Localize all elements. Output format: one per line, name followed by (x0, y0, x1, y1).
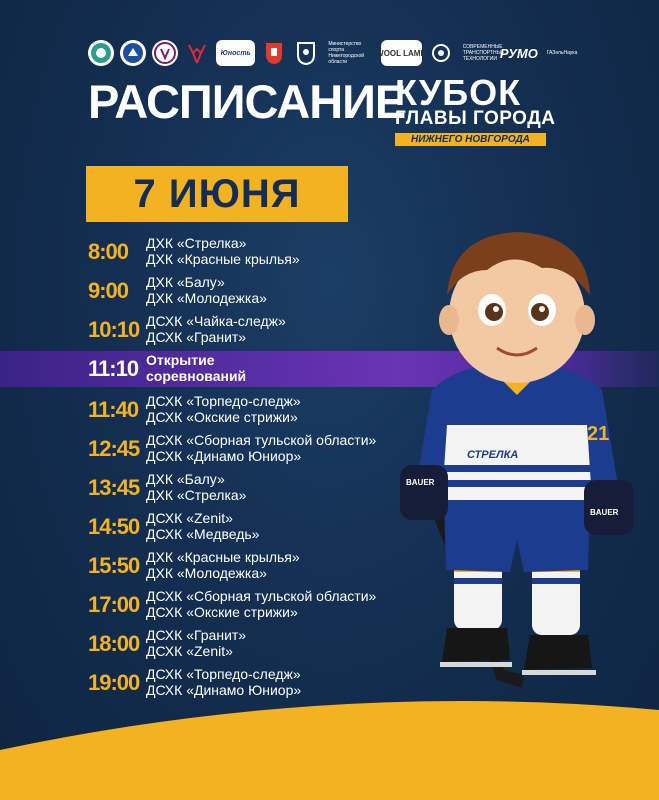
cup-title-block (395, 72, 575, 147)
match-teams (146, 627, 246, 659)
match-teams (146, 510, 259, 542)
team-home: ДСХК «Гранит» (146, 627, 247, 643)
match-teams (146, 393, 301, 425)
hockey-shorts (444, 500, 590, 572)
cup-title-line1: КУБОК (395, 72, 522, 113)
match-teams (146, 471, 246, 503)
city-emblem-icon (293, 40, 319, 66)
tech-logo-text: СОВРЕМЕННЫЕ ТРАНСПОРТНЫЕ ТЕХНОЛОГИИ (462, 44, 505, 62)
match-teams (146, 313, 286, 345)
team-home: Открытие (146, 352, 215, 368)
match-teams (146, 274, 267, 306)
cup-title-line2: ГЛАВЫ ГОРОДА (395, 108, 556, 129)
team-home: ДСХК «Чайка-следж» (146, 313, 286, 329)
team-home: ДХК «Балу» (146, 471, 225, 487)
match-time: 18:00 (88, 631, 140, 656)
match-teams (146, 588, 376, 620)
match-teams (146, 352, 246, 384)
team-home: ДХК «Красные крылья» (146, 549, 300, 565)
match-time: 17:00 (88, 592, 140, 617)
hockey-league-emblem-icon (120, 40, 146, 66)
cup-title-line3: НИЖНЕГО НОВГОРОДА (395, 133, 546, 146)
yunost-logo-icon: Юность (216, 40, 255, 66)
tech-logo-icon (428, 40, 454, 66)
deer-emblem-icon (184, 40, 210, 66)
page-title: РАСПИСАНИЕ (88, 75, 406, 128)
team-home: ДСХК «Торпедо-следж» (146, 393, 301, 409)
left-skate (442, 628, 510, 662)
team-home: ДХК «Балу» (146, 274, 225, 290)
left-glove (400, 465, 448, 520)
match-time: 11:40 (88, 397, 139, 422)
team-away: ДСХК «Окские стрижи» (146, 604, 298, 620)
right-skate (524, 635, 592, 670)
team-home: ДСХК «Сборная тульской области» (146, 432, 377, 448)
team-home: ДХК «Стрелка» (146, 235, 247, 251)
team-away: ДСХК «Zenit» (146, 643, 233, 659)
hockey-player-illustration (392, 210, 642, 710)
federation-emblem-icon (88, 40, 114, 66)
rumo-logo-icon: РУМО (499, 45, 538, 61)
sponsor-logos-bar (88, 36, 578, 70)
wool-lamb-logo-icon: WOOL LAMB (381, 40, 422, 66)
match-time: 9:00 (88, 278, 129, 303)
team-away: ДСХК «Динамо Юниор» (146, 448, 302, 464)
team-home: ДСХК «Торпедо-следж» (146, 666, 301, 682)
team-away: ДСХК «Медведь» (146, 526, 260, 542)
team-away: ДХК «Стрелка» (146, 487, 247, 503)
match-teams (146, 666, 301, 698)
team-away: ДХК «Молодежка» (146, 565, 267, 581)
team-away: соревнований (146, 368, 247, 384)
match-time: 19:00 (88, 670, 140, 695)
team-home: ДСХК «Сборная тульской области» (146, 588, 377, 604)
jersey-number: 21 (587, 423, 610, 445)
team-home: ДСХК «Zenit» (146, 510, 233, 526)
match-time: 14:50 (88, 514, 140, 539)
date-badge: 7 ИЮНЯ (86, 166, 348, 222)
gazelle-logo-icon: ГАЗельНаука (546, 50, 578, 56)
team-away: ДСХК «Динамо Юниор» (146, 682, 302, 698)
right-glove-brand: BAUER (590, 508, 619, 517)
match-time: 8:00 (88, 239, 129, 264)
team-away: ДХК «Молодежка» (146, 290, 267, 306)
coat-of-arms-icon (261, 40, 287, 66)
match-time: 13:45 (88, 475, 140, 500)
match-time: 15:50 (88, 553, 140, 578)
match-teams (146, 235, 300, 267)
team-away: ДСХК «Гранит» (146, 329, 247, 345)
team-away: ДСХК «Окские стрижи» (146, 409, 298, 425)
match-time: 11:10 (88, 356, 139, 381)
match-teams (146, 549, 300, 581)
jersey-text: СТРЕЛКА (467, 449, 519, 461)
ministry-logo-icon: Министерство спорта Нижегородской области (328, 41, 365, 65)
match-teams (146, 432, 376, 464)
match-time: 10:10 (88, 317, 140, 342)
match-time: 12:45 (88, 436, 140, 461)
club-emblem-icon (152, 40, 178, 66)
left-glove-brand: BAUER (406, 478, 435, 487)
team-away: ДХК «Красные крылья» (146, 251, 300, 267)
